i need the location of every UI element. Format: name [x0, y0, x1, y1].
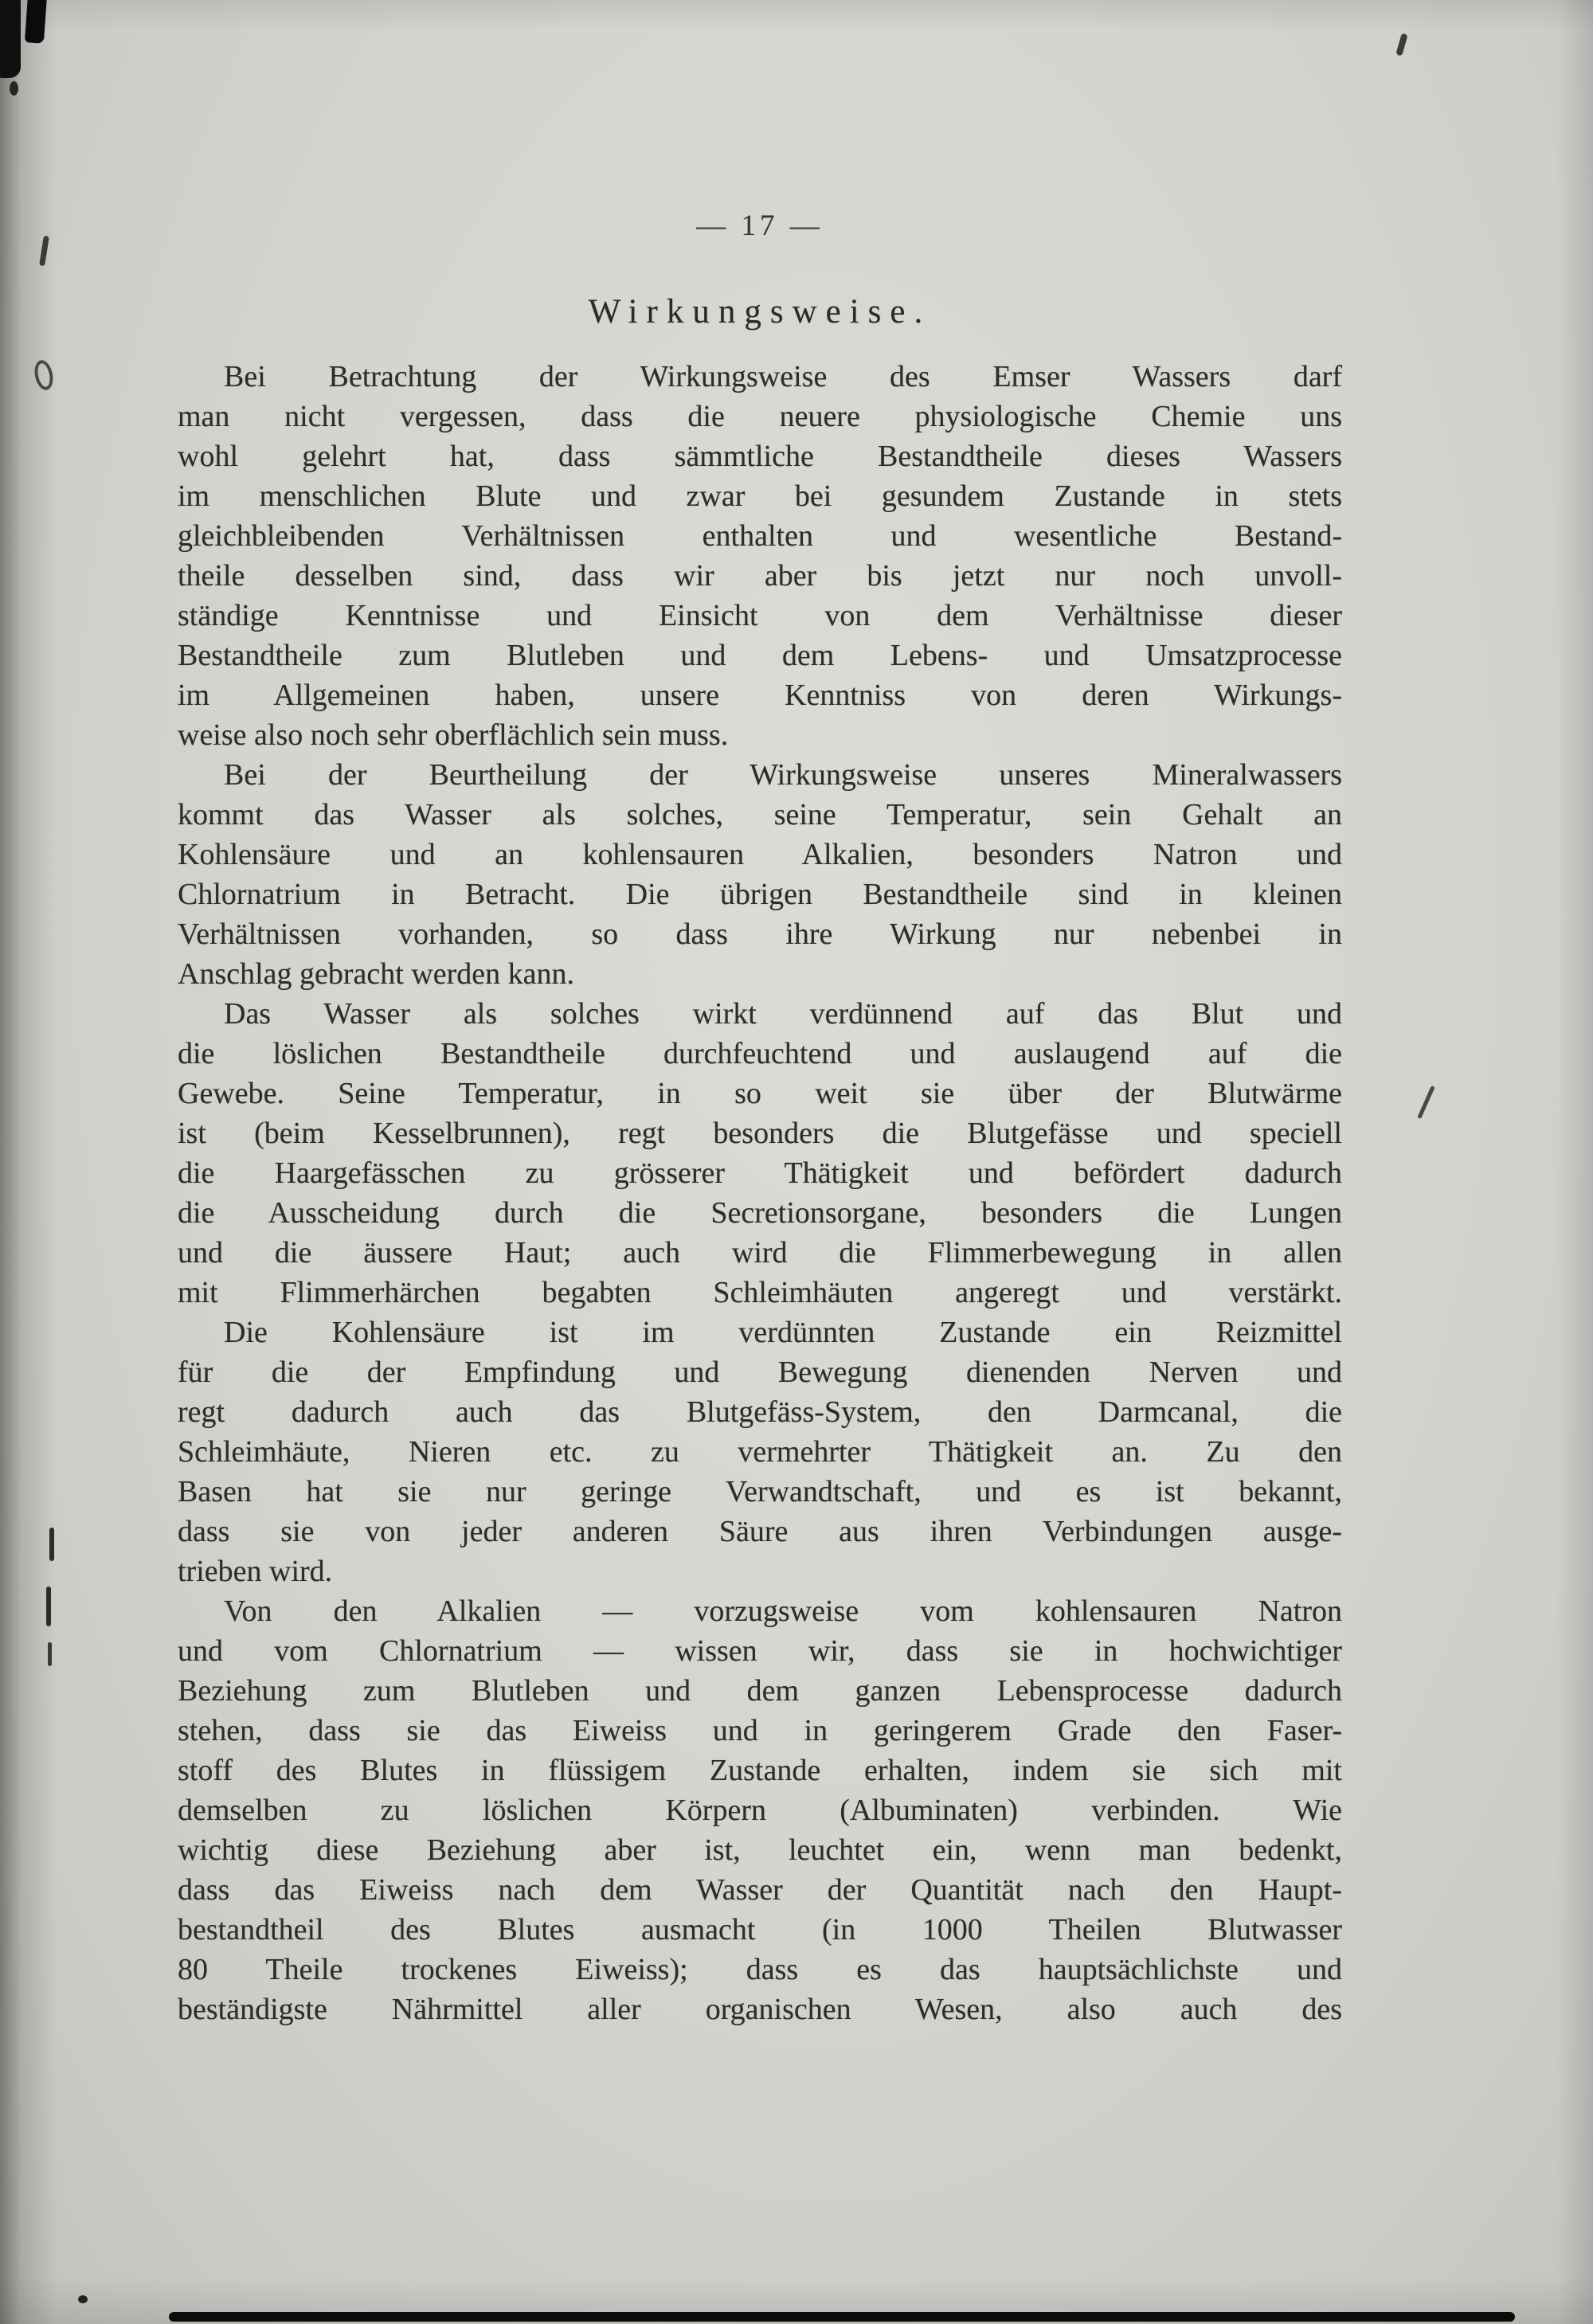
text-line: man nicht vergessen, dass die neuere physiologische Chemie uns [178, 400, 1342, 433]
pen-mark-left-2 [32, 358, 55, 392]
text-line: stehen, dass sie das Eiweiss und in geringerem Grade den Faser- [178, 1714, 1342, 1747]
text-line: Bei der Beurtheilung der Wirkungsweise unseres Mineralwassers [224, 758, 1342, 792]
text-line: Beziehung zum Blutleben und dem ganzen Lebensprocesse dadurch [178, 1674, 1342, 1708]
text-line: Anschlag gebracht werden kann. [178, 957, 575, 991]
text-line: Kohlensäure und an kohlensauren Alkalien, besonders Natron und [178, 838, 1342, 871]
text-line: wichtig diese Beziehung aber ist, leuchtet ein, wenn man bedenkt, [178, 1833, 1342, 1867]
scan-speck-right [1417, 1086, 1434, 1119]
text-line: dass sie von jeder anderen Säure aus ihren Verbindungen ausge- [178, 1515, 1342, 1548]
text-line: für die der Empfindung und Bewegung dienenden Nerven und [178, 1356, 1342, 1389]
text-line: beständigste Nährmittel aller organischen Wesen, also auch des [178, 1993, 1342, 2026]
text-line: Von den Alkalien — vorzugsweise vom kohlensauren Natron [224, 1594, 1342, 1628]
text-line: gleichbleibenden Verhältnissen enthalten und wesentliche Bestand- [178, 519, 1342, 553]
text-line: bestandtheil des Blutes ausmacht (in 1000 Theilen Blutwasser [178, 1913, 1342, 1946]
text-line: mit Flimmerhärchen begabten Schleimhäuten angeregt und verstärkt. [178, 1276, 1342, 1309]
text-line: theile desselben sind, dass wir aber bis jetzt nur noch unvoll- [178, 559, 1342, 593]
text-line: Gewebe. Seine Temperatur, in so weit sie über der Blutwärme [178, 1077, 1342, 1110]
text-line: im Allgemeinen haben, unsere Kenntniss von deren Wirkungs- [178, 679, 1342, 712]
text-line: Die Kohlensäure ist im verdünnten Zustande ein Reizmittel [224, 1316, 1342, 1349]
text-line: weise also noch sehr oberflächlich sein muss. [178, 718, 729, 752]
ink-blot-top-left [0, 0, 21, 78]
text-line: Basen hat sie nur geringe Verwandtschaft, und es ist bekannt, [178, 1475, 1342, 1508]
text-line: ist (beim Kesselbrunnen), regt besonders die Blutgefässe und speciell [178, 1117, 1342, 1150]
scan-speck-top-right [1395, 33, 1407, 56]
text-line: Chlornatrium in Betracht. Die übrigen Bestandtheile sind in kleinen [178, 878, 1342, 911]
bottom-scan-line [169, 2312, 1515, 2322]
pen-mark-left-1 [39, 236, 49, 267]
text-block [178, 0, 1342, 2029]
text-line: trieben wird. [178, 1555, 333, 1588]
binding-mark-2 [46, 1587, 51, 1626]
page-number: — 17 — [696, 209, 824, 242]
text-line: dass das Eiweiss nach dem Wasser der Quantität nach den Haupt- [178, 1873, 1342, 1907]
text-line: und die äussere Haut; auch wird die Flimmerbewegung in allen [178, 1236, 1342, 1270]
bottom-speck [78, 2295, 88, 2303]
text-line: im menschlichen Blute und zwar bei gesundem Zustande in stets [178, 479, 1342, 513]
text-line: Bei Betrachtung der Wirkungsweise des Emser Wassers darf [224, 360, 1342, 393]
paragraph-5 [178, 1591, 1342, 2029]
text-line: stoff des Blutes in flüssigem Zustande erhalten, indem sie sich mit [178, 1754, 1342, 1787]
ink-blot-top-left-2 [25, 0, 47, 44]
binding-mark-3 [48, 1642, 52, 1666]
text-line: Verhältnissen vorhanden, so dass ihre Wirkung nur nebenbei in [178, 917, 1342, 951]
ink-speck-left [10, 81, 18, 96]
paragraph-1 [178, 357, 1342, 755]
text-line: und vom Chlornatrium — wissen wir, dass sie in hochwichtiger [178, 1634, 1342, 1668]
text-line: Bestandtheile zum Blutleben und dem Lebens- und Umsatzprocesse [178, 639, 1342, 672]
text-line: regt dadurch auch das Blutgefäss-System, den Darmcanal, die [178, 1395, 1342, 1429]
text-line: Das Wasser als solches wirkt verdünnend auf das Blut und [224, 997, 1342, 1031]
text-line: die löslichen Bestandtheile durchfeuchtend und auslaugend auf die [178, 1037, 1342, 1070]
paragraph-4 [178, 1313, 1342, 1591]
text-line: Schleimhäute, Nieren etc. zu vermehrter Thätigkeit an. Zu den [178, 1435, 1342, 1469]
text-line: wohl gelehrt hat, dass sämmtliche Bestandtheile dieses Wassers [178, 440, 1342, 473]
paragraph-3 [178, 994, 1342, 1313]
text-line: 80 Theile trockenes Eiweiss); dass es das hauptsächlichste und [178, 1953, 1342, 1986]
text-line: ständige Kenntnisse und Einsicht von dem Verhältnisse dieser [178, 599, 1342, 632]
binding-mark-1 [49, 1528, 54, 1561]
text-line: die Haargefässchen zu grösserer Thätigkeit und befördert dadurch [178, 1156, 1342, 1190]
paragraph-2 [178, 755, 1342, 994]
text-line: kommt das Wasser als solches, seine Temperatur, sein Gehalt an [178, 798, 1342, 831]
text-line: demselben zu löslichen Körpern (Albuminaten) verbinden. Wie [178, 1794, 1342, 1827]
text-line: die Ausscheidung durch die Secretionsorgane, besonders die Lungen [178, 1196, 1342, 1230]
chapter-heading: Wirkungsweise. [588, 293, 932, 331]
